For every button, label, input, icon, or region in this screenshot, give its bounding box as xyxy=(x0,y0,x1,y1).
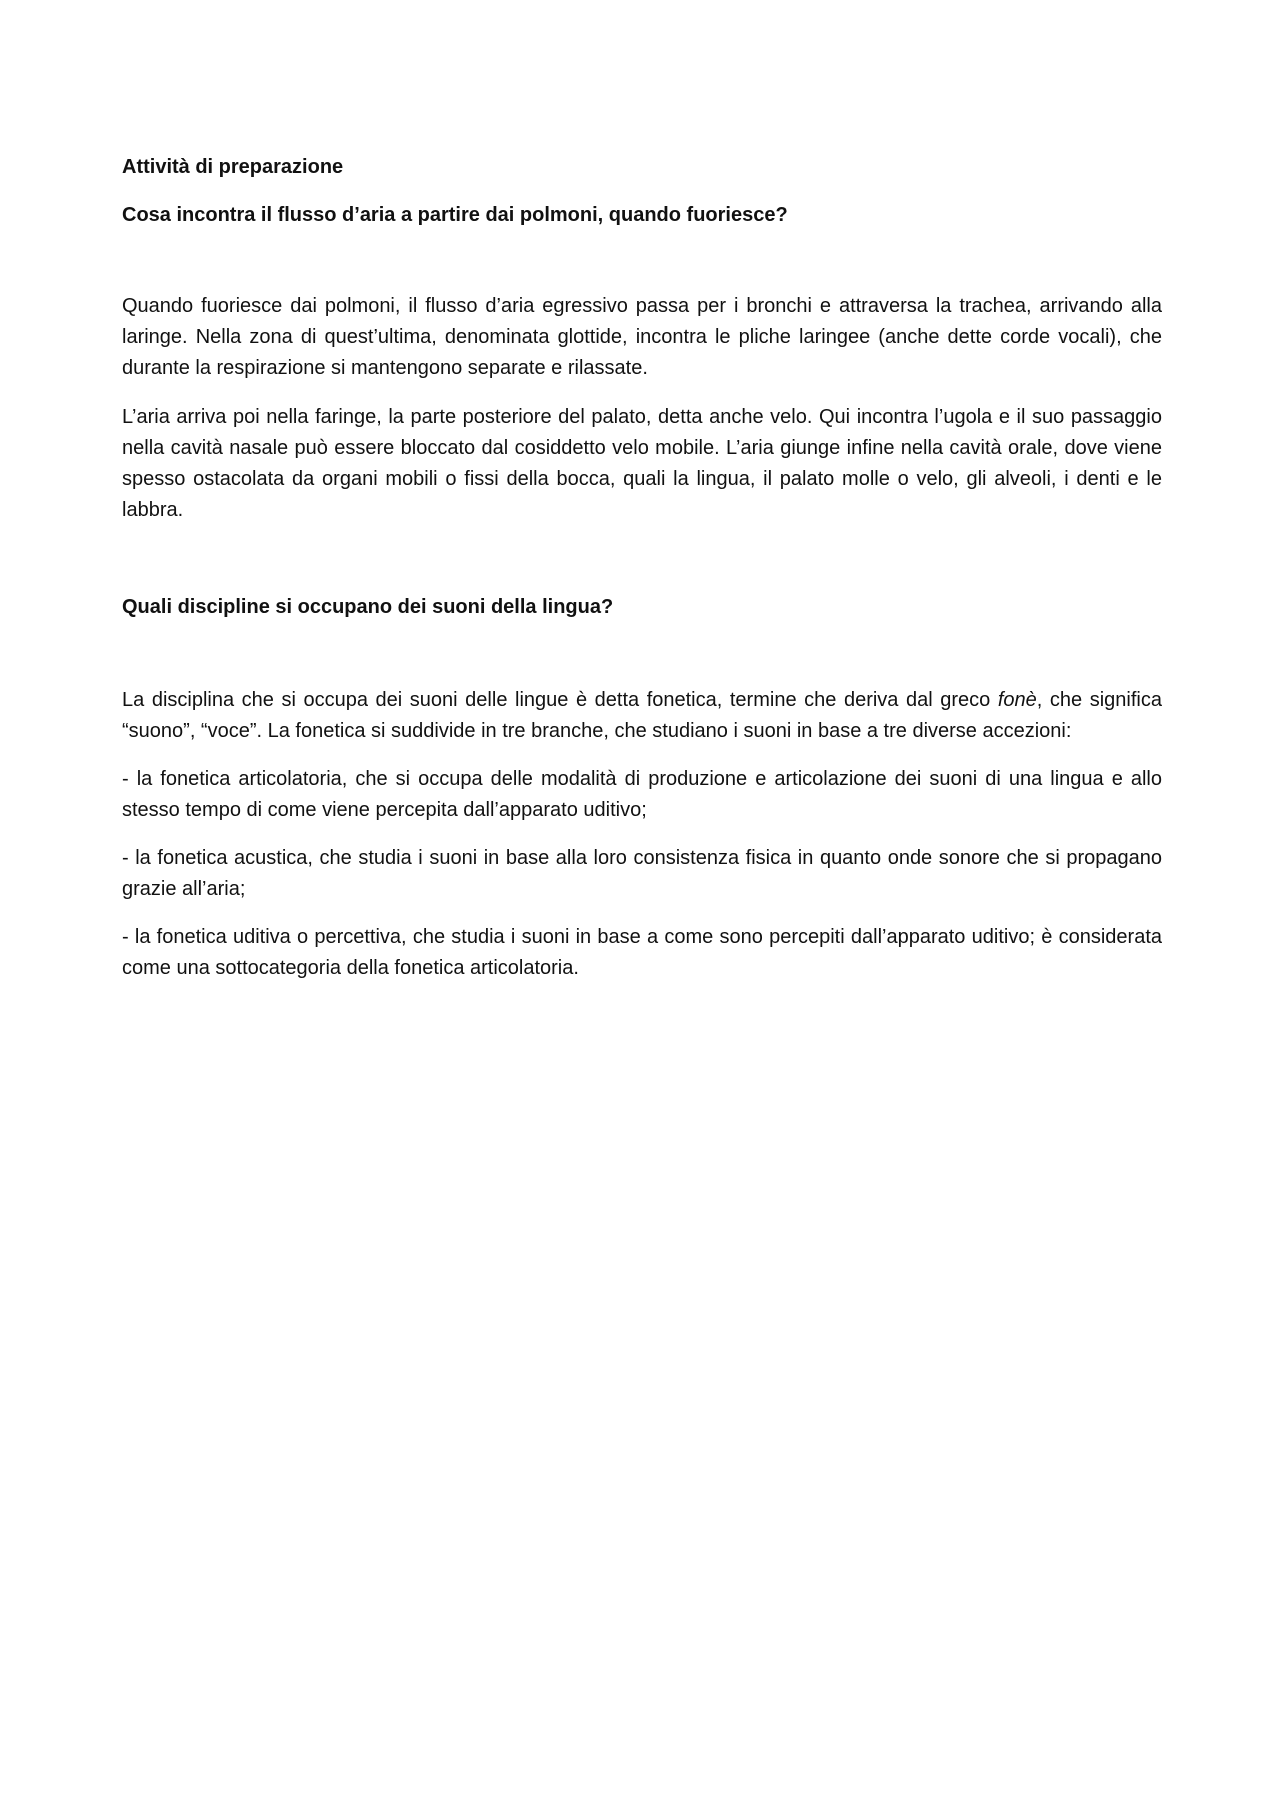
question-1: Cosa incontra il flusso d’aria a partire dai polmoni, quando fuoriesce? xyxy=(122,204,788,226)
answer-2-text-end: , che significa “suono”, “voce”. La fonetica si suddivide in tre branche, che studiano i suoni in base a tre diverse accezioni: xyxy=(122,689,1162,742)
document-title: Attività di preparazione xyxy=(122,156,344,178)
list-item-uditiva: - la fonetica uditiva o percettiva, che studia i suoni in base a come sono percepiti dall’apparato uditivo; è considerata come una sottocategoria della fonetica articolatoria. xyxy=(122,926,1162,979)
answer-2-text-start: La disciplina che si occupa dei suoni delle lingue è detta fonetica, termine che deriva dal greco xyxy=(122,689,998,711)
question-2: Quali discipline si occupano dei suoni della lingua? xyxy=(122,596,614,618)
answer-1-paragraph-1: Quando fuoriesce dai polmoni, il flusso d’aria egressivo passa per i bronchi e attraversa la trachea, arrivando alla laringe. Nella zona di quest’ultima, denominata glottide, incontra le pliche laringee (anche dette corde vocali), che durante la respirazione si mantengono separate e rilassate. xyxy=(122,295,1162,379)
greek-term: fonè xyxy=(997,689,1037,711)
list-item-articolatoria: - la fonetica articolatoria, che si occupa delle modalità di produzione e articolazione dei suoni di una lingua e allo stesso tempo di come viene percepita dall’apparato uditivo; xyxy=(122,768,1162,821)
answer-2-paragraph-1 xyxy=(122,685,1162,747)
list-item-acustica: - la fonetica acustica, che studia i suoni in base alla loro consistenza fisica in quanto onde sonore che si propagano grazie all’aria; xyxy=(122,847,1162,900)
answer-1-paragraph-2: L’aria arriva poi nella faringe, la parte posteriore del palato, detta anche velo. Qui incontra l’ugola e il suo passaggio nella cavità nasale può essere bloccato dal cosiddetto velo mobile. L’aria giunge infine nella cavità orale, dove viene spesso ostacolata da organi mobili o fissi della bocca, quali la lingua, il palato molle o velo, gli alveoli, i denti e le labbra. xyxy=(122,406,1162,521)
document-body xyxy=(122,152,1162,984)
